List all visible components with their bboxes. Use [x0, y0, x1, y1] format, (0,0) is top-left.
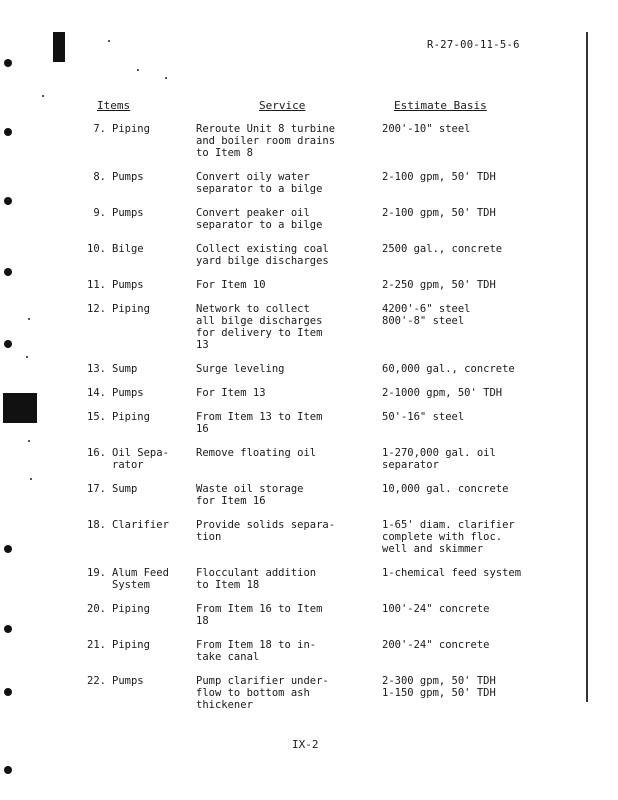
item-service: Network to collect all bilge discharges for delivery to Item 13 [196, 303, 323, 351]
item-estimate-basis: 2-300 gpm, 50' TDH 1-150 gpm, 50' TDH [382, 675, 496, 699]
item-estimate-basis: 2-1000 gpm, 50' TDH [382, 387, 503, 399]
item-estimate-basis: 2-100 gpm, 50' TDH [382, 171, 496, 183]
item-estimate-basis: 200'-10" steel [382, 123, 471, 135]
scan-speck [26, 356, 28, 358]
item-service: Convert peaker oil separator to a bilge [196, 207, 323, 231]
item-name: Oil Sepa- rator [112, 447, 169, 471]
item-name: Pumps [112, 171, 144, 183]
item-service: Remove floating oil [196, 447, 317, 459]
item-service: From Item 18 to in- take canal [196, 639, 317, 663]
item-number: 16. [87, 447, 106, 459]
page-number: IX-2 [292, 738, 319, 751]
item-service: For Item 13 [196, 387, 266, 399]
item-estimate-basis: 10,000 gal. concrete [382, 483, 509, 495]
item-number: 21. [87, 639, 106, 651]
item-service: Flocculant addition to Item 18 [196, 567, 317, 591]
scan-edge-line [586, 32, 588, 702]
item-number: 10. [87, 243, 106, 255]
item-estimate-basis: 2500 gal., concrete [382, 243, 503, 255]
item-estimate-basis: 2-250 gpm, 50' TDH [382, 279, 496, 291]
item-number: 14. [87, 387, 106, 399]
item-name: Piping [112, 603, 150, 615]
item-service: Waste oil storage for Item 16 [196, 483, 304, 507]
item-name: Piping [112, 411, 150, 423]
punch-hole-4 [4, 268, 12, 276]
item-number: 13. [87, 363, 106, 375]
scan-speck [28, 318, 30, 320]
item-name: Pumps [112, 279, 144, 291]
item-service: For Item 10 [196, 279, 266, 291]
punch-hole-2 [4, 128, 12, 136]
punch-hole-8 [4, 688, 12, 696]
item-name: Piping [112, 303, 150, 315]
item-service: Provide solids separa- tion [196, 519, 336, 543]
item-number: 20. [87, 603, 106, 615]
scan-speck [108, 40, 110, 42]
document-id: R-27-00-11-5-6 [427, 39, 520, 51]
item-name: Sump [112, 363, 138, 375]
item-estimate-basis: 50'-16" steel [382, 411, 465, 423]
item-estimate-basis: 1-65' diam. clarifier complete with floc. well and skimmer [382, 519, 515, 555]
scan-speck [30, 478, 32, 480]
punch-hole-3 [4, 197, 12, 205]
item-number: 18. [87, 519, 106, 531]
item-name: Piping [112, 123, 150, 135]
scan-artifact-top [53, 32, 65, 62]
header-estimate-basis: Estimate Basis [394, 99, 487, 112]
header-items: Items [97, 99, 131, 112]
item-number: 11. [87, 279, 106, 291]
item-number: 17. [87, 483, 106, 495]
item-service: Collect existing coal yard bilge discharges [196, 243, 329, 267]
item-name: Alum Feed System [112, 567, 169, 591]
item-name: Clarifier [112, 519, 169, 531]
item-number: 7. [93, 123, 106, 135]
item-service: From Item 16 to Item 18 [196, 603, 323, 627]
punch-hole-1 [4, 59, 12, 67]
item-estimate-basis: 4200'-6" steel 800'-8" steel [382, 303, 471, 327]
scan-speck [165, 77, 167, 79]
item-name: Piping [112, 639, 150, 651]
scan-speck [137, 69, 139, 71]
item-estimate-basis: 1-chemical feed system [382, 567, 522, 579]
item-estimate-basis: 1-270,000 gal. oil separator [382, 447, 496, 471]
item-estimate-basis: 2-100 gpm, 50' TDH [382, 207, 496, 219]
item-service: From Item 13 to Item 16 [196, 411, 323, 435]
item-number: 12. [87, 303, 106, 315]
scan-artifact-middle [3, 393, 37, 423]
item-service: Reroute Unit 8 turbine and boiler room drains to Item 8 [196, 123, 336, 159]
item-estimate-basis: 200'-24" concrete [382, 639, 490, 651]
item-estimate-basis: 100'-24" concrete [382, 603, 490, 615]
item-name: Pumps [112, 675, 144, 687]
punch-hole-5 [4, 340, 12, 348]
item-number: 9. [93, 207, 106, 219]
item-service: Pump clarifier under- flow to bottom ash thickener [196, 675, 329, 711]
item-name: Sump [112, 483, 138, 495]
item-service: Surge leveling [196, 363, 285, 375]
item-service: Convert oily water separator to a bilge [196, 171, 323, 195]
item-name: Pumps [112, 387, 144, 399]
scan-speck [28, 440, 30, 442]
scan-speck [42, 95, 44, 97]
punch-hole-6 [4, 545, 12, 553]
header-service: Service [259, 99, 306, 112]
item-name: Bilge [112, 243, 144, 255]
item-number: 19. [87, 567, 106, 579]
item-number: 8. [93, 171, 106, 183]
punch-hole-9 [4, 766, 12, 774]
item-number: 15. [87, 411, 106, 423]
item-number: 22. [87, 675, 106, 687]
item-name: Pumps [112, 207, 144, 219]
item-estimate-basis: 60,000 gal., concrete [382, 363, 515, 375]
punch-hole-7 [4, 625, 12, 633]
